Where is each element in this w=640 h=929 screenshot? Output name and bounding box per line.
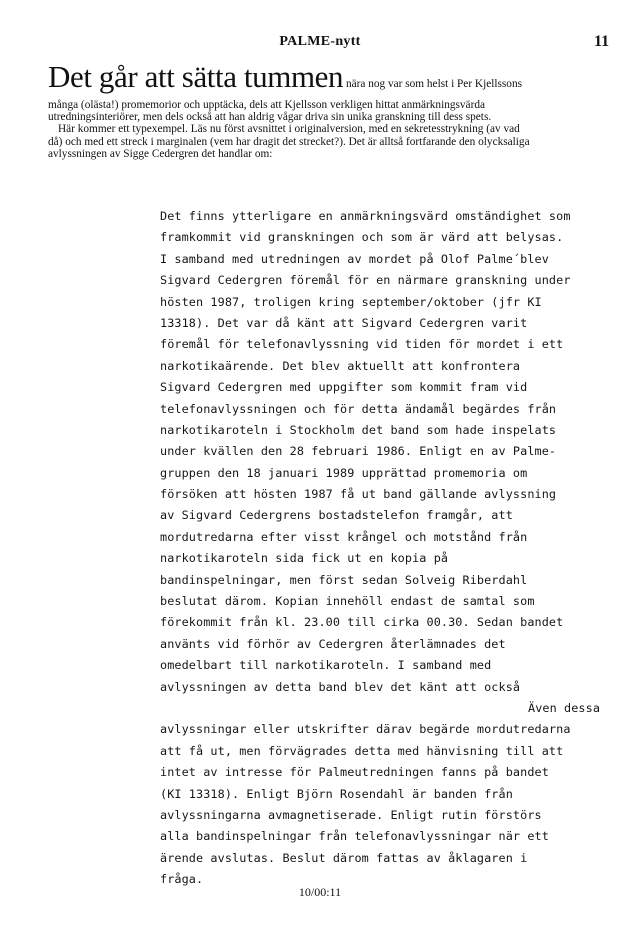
excerpt-right-fragment: Även dessa: [528, 700, 601, 715]
excerpt-line: Sigvard Cedergren med uppgifter som kommit fram vid: [160, 380, 528, 395]
issue-code: 10/00:11: [298, 885, 342, 899]
excerpt-line: omedelbart till narkotikaroteln. I samband med: [160, 658, 492, 673]
excerpt-line: försöken att hösten 1987 få ut band gällande avlyssning: [160, 487, 557, 502]
intro-line: Här kommer ett typexempel. Läs nu först avsnittet i originalversion, med en sekretesstrykning (av vad: [58, 123, 520, 136]
excerpt-line: mordutredarna efter visst krångel och motstånd från: [160, 529, 528, 544]
headline-line: [48, 59, 608, 99]
excerpt-line: beslutat därom. Kopian innehöll endast de samtal som: [160, 594, 535, 609]
intro-line: många (olästa!) promemorior och upptäcka, dels att Kjellsson verkligen hittat anmärkningsvärda: [48, 99, 485, 111]
excerpt-line: narkotikaroteln i Stockholm det band som hade inspelats: [160, 422, 557, 437]
intro-line: då) och med ett streck i marginalen (vem har dragit det strecket?). Det är alltså fortfarande den olycksaliga: [48, 135, 530, 148]
excerpt-line: narkotikaroteln sida fick ut en kopia på: [160, 551, 449, 566]
excerpt-line: 13318). Det var då känt att Sigvard Cedergren varit: [160, 315, 528, 330]
excerpt-line: (KI 13318). Enligt Björn Rosendahl är banden från: [160, 786, 513, 801]
excerpt-line: föremål för telefonavlyssning vid tiden för mordet i ett: [160, 337, 564, 352]
intro-line: avlyssningen av Sigge Cedergren det handlar om:: [48, 147, 273, 160]
page-number: 11: [594, 33, 610, 50]
excerpt-line: alla bandinspelningar från telefonavlyssningar när ett: [160, 829, 549, 844]
intro-section: [48, 59, 608, 160]
intro-line: utredningsinteriörer, men dels också att han aldrig vågar driva sin unika granskning till dess spets.: [48, 111, 492, 124]
headline: Det går att sätta tummen: [48, 59, 344, 94]
excerpt-line: I samband med utredningen av mordet på Olof Palme´blev: [160, 251, 549, 266]
excerpt-line: förekommit från kl. 23.00 till cirka 00.30. Sedan bandet: [160, 615, 564, 630]
excerpt-line: Det finns ytterligare en anmärkningsvärd omständighet som: [160, 209, 571, 223]
excerpt-line: använts vid förhör av Cedergren återlämnades det: [160, 636, 506, 651]
excerpt-line: avlyssningarna avmagnetiserade. Enligt rutin förstörs: [160, 807, 542, 822]
excerpt-line: narkotikaärende. Det blev aktuellt att konfrontera: [160, 358, 521, 373]
excerpt-line: gruppen den 18 januari 1989 upprättad promemoria om: [160, 465, 528, 480]
excerpt-line: Sigvard Cedergren föremål för en närmare granskning under: [160, 273, 571, 288]
excerpt-line: bandinspelningar, men först sedan Solveig Riberdahl: [160, 572, 528, 587]
excerpt-line: avlyssningar eller utskrifter därav begärde mordutredarna: [160, 722, 571, 737]
headline-continuation: nära nog var som helst i Per Kjellssons: [345, 78, 522, 90]
quoted-excerpt: [160, 206, 620, 891]
excerpt-line: framkommit vid granskningen och som är värd att belysas.: [160, 230, 564, 245]
excerpt-line: telefonavlyssningen och för detta ändamål begärdes från: [160, 401, 557, 416]
excerpt-line: ärende avslutas. Beslut därom fattas av åklagaren i: [160, 850, 528, 865]
excerpt-line: avlyssningen av detta band blev det känt att också: [160, 679, 521, 694]
excerpt-line: intet av intresse för Palmeutredningen fanns på bandet: [160, 765, 549, 780]
excerpt-line: av Sigvard Cedergrens bostadstelefon framgår, att: [160, 508, 513, 523]
running-title: PALME-nytt: [279, 34, 361, 49]
excerpt-line: hösten 1987, troligen kring september/oktober (jfr KI: [160, 294, 542, 309]
excerpt-line: att få ut, men förvägrades detta med hänvisning till att: [160, 743, 564, 758]
excerpt-line: under kvällen den 28 februari 1986. Enligt en av Palme-: [160, 444, 557, 459]
excerpt-line: fråga.: [160, 872, 204, 887]
